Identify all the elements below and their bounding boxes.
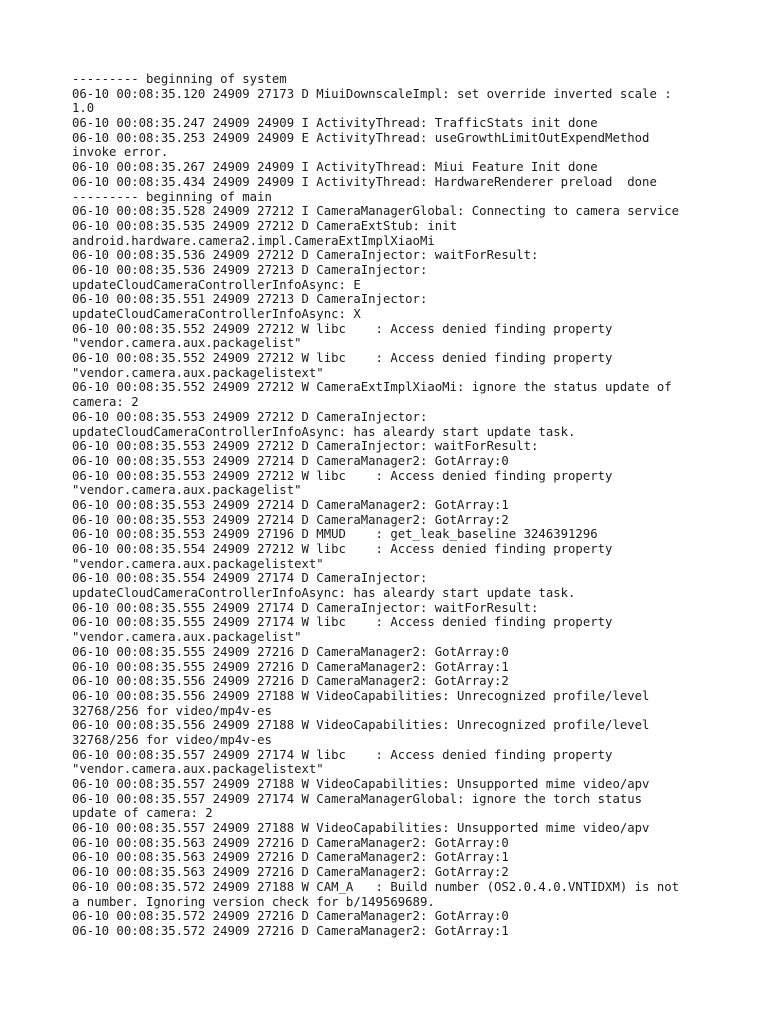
log-line: 06-10 00:08:35.555 24909 27216 D CameraManager2: GotArray:1	[72, 659, 509, 674]
log-line: 06-10 00:08:35.553 24909 27214 D CameraManager2: GotArray:1	[72, 497, 509, 512]
log-line: 06-10 00:08:35.554 24909 27174 D CameraInjector:	[72, 571, 428, 586]
log-line: 32768/256 for video/mp4v-es	[72, 703, 272, 718]
log-line: 06-10 00:08:35.554 24909 27212 W libc : Access denied finding property	[72, 542, 613, 556]
log-line: 06-10 00:08:35.557 24909 27188 W VideoCapabilities: Unsupported mime video/apv	[72, 821, 650, 836]
log-line: 06-10 00:08:35.556 24909 27216 D CameraManager2: GotArray:2	[72, 674, 509, 689]
log-line: 06-10 00:08:35.552 24909 27212 W CameraExtImplXiaoMi: ignore the status update of	[72, 380, 672, 395]
log-line: "vendor.camera.aux.packagelistext"	[72, 762, 324, 777]
log-line: updateCloudCameraControllerInfoAsync: has aleardy start update task.	[72, 424, 576, 439]
log-line: 06-10 00:08:35.557 24909 27174 W CameraManagerGlobal: ignore the torch status	[72, 791, 643, 806]
log-line: 06-10 00:08:35.563 24909 27216 D CameraManager2: GotArray:1	[72, 850, 509, 865]
log-line: 06-10 00:08:35.556 24909 27188 W VideoCapabilities: Unrecognized profile/level	[72, 688, 650, 703]
log-line: "vendor.camera.aux.packagelist"	[72, 483, 302, 498]
log-line: 06-10 00:08:35.528 24909 27212 I CameraManagerGlobal: Connecting to camera service	[72, 204, 680, 219]
log-line: 06-10 00:08:35.557 24909 27174 W libc : Access denied finding property	[72, 747, 613, 762]
log-line: 06-10 00:08:35.535 24909 27212 D CameraExtStub: init	[72, 218, 457, 233]
log-line: 06-10 00:08:35.536 24909 27212 D CameraInjector: waitForResult:	[72, 248, 539, 263]
log-line: invoke error.	[72, 145, 169, 160]
log-line: a number. Ignoring version check for b/149569689.	[72, 894, 435, 909]
log-line: 06-10 00:08:35.267 24909 24909 I ActivityThread: Miui Feature Init done	[72, 160, 598, 175]
log-line: 06-10 00:08:35.555 24909 27174 W libc : Access denied finding property	[72, 615, 613, 630]
log-line: 06-10 00:08:35.553 24909 27214 D CameraManager2: GotArray:2	[72, 512, 509, 527]
log-line: 06-10 00:08:35.556 24909 27188 W VideoCapabilities: Unrecognized profile/level	[72, 718, 650, 733]
log-line: updateCloudCameraControllerInfoAsync: X	[72, 307, 361, 321]
log-line: 06-10 00:08:35.552 24909 27212 W libc : Access denied finding property	[72, 351, 613, 366]
log-line: 1.0	[72, 101, 95, 116]
log-line: --------- beginning of main	[72, 189, 272, 204]
log-line: "vendor.camera.aux.packagelist"	[72, 630, 302, 645]
log-line: 06-10 00:08:35.563 24909 27216 D CameraManager2: GotArray:2	[72, 865, 509, 880]
log-line: 06-10 00:08:35.553 24909 27212 D CameraInjector:	[72, 409, 428, 424]
log-line: 06-10 00:08:35.553 24909 27196 D MMUD : get_leak_baseline 3246391296	[72, 527, 598, 542]
log-line: 06-10 00:08:35.555 24909 27216 D CameraManager2: GotArray:0	[72, 644, 509, 659]
log-line: 06-10 00:08:35.572 24909 27216 D CameraManager2: GotArray:1	[72, 923, 509, 938]
log-line: camera: 2	[72, 395, 139, 410]
log-line: 06-10 00:08:35.557 24909 27188 W VideoCapabilities: Unsupported mime video/apv	[72, 777, 650, 791]
log-line: update of camera: 2	[72, 806, 213, 821]
log-line: 06-10 00:08:35.555 24909 27174 D CameraInjector: waitForResult:	[72, 600, 539, 615]
log-line: updateCloudCameraControllerInfoAsync: has aleardy start update task.	[72, 586, 576, 601]
log-line: 06-10 00:08:35.552 24909 27212 W libc : Access denied finding property	[72, 321, 613, 336]
log-line: --------- beginning of system	[72, 72, 287, 86]
log-line: "vendor.camera.aux.packagelist"	[72, 336, 302, 351]
log-line: 06-10 00:08:35.563 24909 27216 D CameraManager2: GotArray:0	[72, 835, 509, 850]
log-line: 32768/256 for video/mp4v-es	[72, 732, 272, 747]
log-line: 06-10 00:08:35.253 24909 24909 E ActivityThread: useGrowthLimitOutExpendMethod	[72, 130, 650, 145]
log-line: 06-10 00:08:35.553 24909 27214 D CameraManager2: GotArray:0	[72, 453, 509, 468]
log-line: 06-10 00:08:35.120 24909 27173 D MiuiDownscaleImpl: set override inverted scale :	[72, 86, 672, 101]
log-line: 06-10 00:08:35.572 24909 27216 D CameraManager2: GotArray:0	[72, 909, 509, 924]
log-line: 06-10 00:08:35.572 24909 27188 W CAM_A : Build number (OS2.0.4.0.VNTIDXM) is not	[72, 879, 680, 894]
log-line: 06-10 00:08:35.247 24909 24909 I ActivityThread: TrafficStats init done	[72, 116, 598, 131]
log-line: "vendor.camera.aux.packagelistext"	[72, 365, 324, 380]
log-line: 06-10 00:08:35.536 24909 27213 D CameraInjector:	[72, 262, 428, 277]
log-line: updateCloudCameraControllerInfoAsync: E	[72, 277, 361, 292]
log-text-block	[72, 72, 702, 939]
log-line: "vendor.camera.aux.packagelistext"	[72, 556, 324, 571]
log-line: 06-10 00:08:35.553 24909 27212 W libc : Access denied finding property	[72, 468, 613, 483]
log-line: android.hardware.camera2.impl.CameraExtImplXiaoMi	[72, 233, 435, 248]
log-line: 06-10 00:08:35.434 24909 24909 I ActivityThread: HardwareRenderer preload done	[72, 174, 657, 189]
log-line: 06-10 00:08:35.551 24909 27213 D CameraInjector:	[72, 292, 428, 307]
log-line: 06-10 00:08:35.553 24909 27212 D CameraInjector: waitForResult:	[72, 439, 539, 454]
